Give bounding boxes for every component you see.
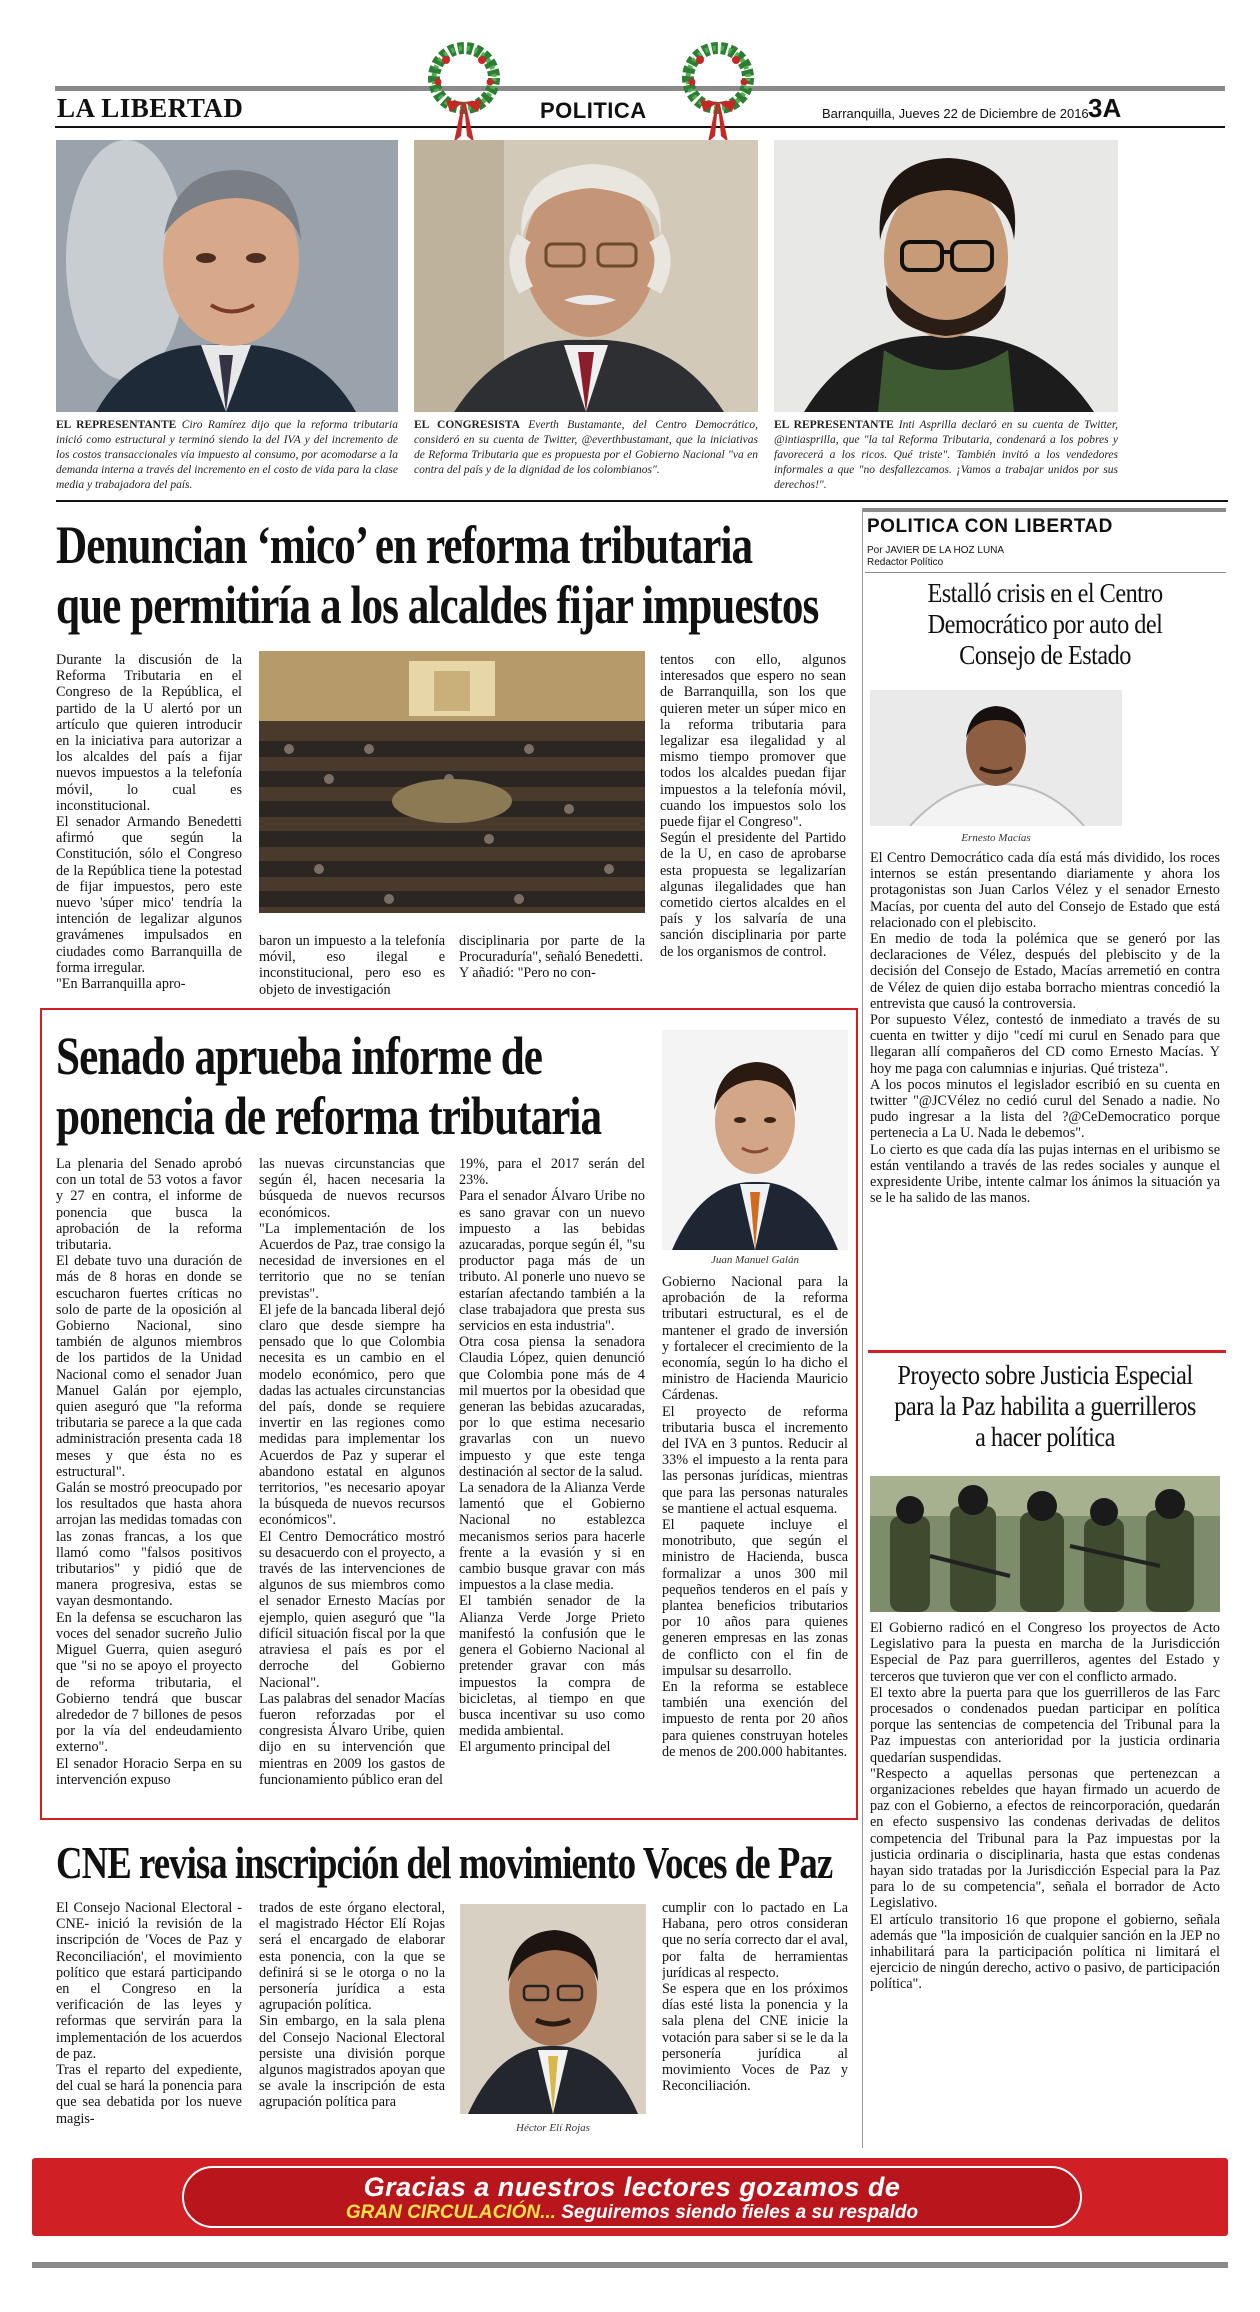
banner-line1: Gracias a nuestros lectores gozamos de xyxy=(363,2172,901,2202)
headline-senado-line2: ponencia de reforma tributaria xyxy=(56,1086,602,1146)
page-number: 3A xyxy=(1088,93,1122,123)
banner-pill xyxy=(182,2166,1082,2228)
caption-text: Everth Bustamante, del Centro Democrático, consideró en su cuenta de Twitter, @everthbustamant, que la iniciativas de Reforma Tributaria que es propuesta por el Gobierno Nacional "va en contra del país y de la dignidad de los colombianos". xyxy=(414,419,758,476)
article-cne-col1: El Consejo Nacional Electoral -CNE- inició la revisión de la inscripción de 'Voces de Paz y Reconciliación', el movimiento político que estará participando en el Congreso en la verificación de las leyes y reformas que servirán para la implementación de los acuerdos de paz. Tras el reparto del expediente, del cual se hará la ponencia para que sea debatida por los nueve magis- xyxy=(56,1900,242,2127)
photo-ciro-ramirez xyxy=(56,140,398,412)
sidebar-byline: Por JAVIER DE LA HOZ LUNA xyxy=(867,545,1005,556)
article-mico-col3: disciplinaria por parte de la Procuraduría", señaló Benedetti. Y añadió: "Pero no con- xyxy=(459,933,645,982)
photo-ernesto-macias xyxy=(870,690,1122,826)
circulation-banner xyxy=(32,2158,1228,2236)
article-cne-col3: cumplir con lo pactado en La Habana, pero otros consideran que no sería correcto dar el aval, por falta de herramientas jurídicas al respecto. Se espera que en los próximos días esté lista la ponencia y la sala plena del CNE inicie la votación para saber si se le da la personería jurídica al movimiento Voces de Paz y Reconciliación. xyxy=(662,1900,848,2095)
photo-credit-rojas: Héctor Elí Rojas xyxy=(516,2122,590,2134)
photo-guerrilla-fighters xyxy=(870,1476,1220,1612)
sidebar-top-rule xyxy=(862,508,1226,512)
sidebar-role: Redactor Político xyxy=(867,557,944,568)
section-name: POLITICA xyxy=(540,98,647,123)
headline-cne: CNE revisa inscripción del movimiento Voces de Paz xyxy=(56,1837,833,1888)
christmas-wreath-icon xyxy=(678,38,758,148)
sidebar-byline-rule xyxy=(865,572,1226,573)
article-senado-col1: La plenaria del Senado aprobó con un total de 53 votos a favor y 27 en contra, el informe de ponencia que busca la aprobación de la reforma tributaria. El debate tuvo una duración de más de 8 horas en donde se escucharon fuertes críticas no solo de parte de la oposición al Gobierno Nacional, sino también de algunos miembros de los partidos de la Unidad Nacional como el senador Juan Manuel Galán por ejemplo, quien aseguró que "la reforma tributaria se parece a la que cada administración presenta cada 18 meses y que ésta no es estructural". Galán se mostró preocupado por los resultados que hasta ahora arrojan las medidas tomadas con las zonas francas, a los que llamó como "falsos positivos tributarios" y pidió que de manera progresiva, estas se vayan desmontando. En la defensa se escucharon las voces del senador sucreño Julio Miguel Guerra, quien aseguró que "si no se apoyo el proyecto de reforma tributaria, el Gobierno tendrá que buscar alrededor de 7 billones de pesos por la vía del endeudamiento externo". El senador Horacio Serpa en su intervención expuso xyxy=(56,1156,242,1788)
header-bottom-rule xyxy=(55,126,1225,128)
caption-lead: EL REPRESENTANTE xyxy=(56,419,177,431)
headline-mico-line2: que permitiría a los alcaldes fijar impuestos xyxy=(56,575,819,635)
sidebar-story2-headline: Proyecto sobre Justicia Especial para la Paz habilita a guerrilleros a hacer política xyxy=(894,1360,1196,1452)
article-senado-col4: Gobierno Nacional para la aprobación de la reforma tributari estructural, es el de mantener el grado de inversión y fortalecer el crecimiento de la economía, según lo ha dicho el ministro de Hacienda Mauricio Cárdenas. El proyecto de reforma tributaria busca el incremento del IVA en 3 puntos. Reducir al 33% el impuesto a la renta para las personas jurídicas, mientras que para las personas naturales se mantiene el actual esquema. El paquete incluye el monotributo, que según el ministro de Hacienda, busca formalizar a unos 300 mil pequeños tenderos en el país y plantea beneficios tributarios por 10 años para quienes generen empresas en las zonas de conflicto con el fin de impulsar su desarrollo. En la reforma se establece también una exención del impuesto de renta por 20 años para quienes construyan hoteles de menos de 200.000 habitantes. xyxy=(662,1274,848,1760)
photo-juan-manuel-galan xyxy=(662,1030,848,1250)
christmas-wreath-icon xyxy=(424,38,504,148)
photo-congress-plenary xyxy=(259,651,645,913)
photo-credit-macias: Ernesto Macías xyxy=(961,832,1031,844)
photo-credit-galan: Juan Manuel Galán xyxy=(711,1254,799,1266)
banner-highlight: GRAN CIRCULACIÓN... xyxy=(345,2202,556,2223)
header-top-rule xyxy=(55,86,1225,91)
headline-mico-line1: Denuncian ‘mico’ en reforma tributaria xyxy=(56,515,753,575)
article-mico-col2: baron un impuesto a la telefonía móvil, eso ilegal e inconstitucional, pero eso es objeto de investigación xyxy=(259,933,445,997)
photo-hector-eli-rojas xyxy=(460,1904,646,2114)
photo-inti-asprilla xyxy=(774,140,1118,412)
sidebar-story-divider xyxy=(868,1350,1226,1353)
sidebar-left-rule xyxy=(862,508,863,2148)
dateline: Barranquilla, Jueves 22 de Diciembre de 2016 xyxy=(822,106,1089,121)
article-cne-col2: trados de este órgano electoral, el magistrado Héctor Elí Rojas será el encargado de elaborar esta ponencia, con la que se definirá si se le otorga o no la personería jurídica a esta agrupación política. Sin embargo, en la sala plena del Consejo Nacional Electoral persiste una división porque algunos magistrados apoyan que se avale la inscripción de esta agrupación política para xyxy=(259,1900,445,2111)
sidebar-story2-body: El Gobierno radicó en el Congreso los proyectos de Acto Legislativo para la puesta en marcha de la Jurisdicción Especial de Paz para guerrilleros, agentes del Estado y terceros que tuvieron que ver con el conflicto armado. El texto abre la puerta para que los guerrilleros de las Farc procesados o condenados puedan participar en política porque las sentencias de competencia del Tribunal para la Paz impuestas con anterioridad por la justicia ordinaria quedarían suspendidas. "Respecto a aquellas personas que pertenezcan a organizaciones rebeldes que hayan firmado un acuerdo de paz con el Gobierno, a efectos de reincorporación, quedarán en efecto suspensivo las condenas derivadas de delitos competencia del Tribunal para la Paz impuestas por la justicia ordinaria o disciplinaria, hasta que estas condenas hayan sido tratadas por la Jurisdicción Especial para la Paz para lo de su competencia", señala el borrador de Acto Legislativo. El artículo transitorio 16 que propone el gobierno, señala además que "la imposición de cualquier sanción en la JEP no inhabilitará para la participación política ni limitará el ejercicio de ningún derecho, activo o pasivo, de participación política". xyxy=(870,1620,1220,1993)
sidebar-story1-body: El Centro Democrático cada día está más dividido, los roces internos se están presentando diariamente y ahora los protagonistas son Juan Carlos Vélez y el senador Ernesto Macías, por cuenta del auto del Consejo de Estado que está relacionado con el plebiscito. En medio de toda la polémica que se generó por las declaraciones de Vélez, después del plebiscito y de la decisión del Consejo de Estado, Macías arremetió en contra de Vélez de quien dijo estaba borracho mientras concedió la entrevista que causó la controversia. Por supuesto Vélez, contestó de inmediato a través de su cuenta en twitter y dijo "cedí mi curul en Senado para que llegaran allí compañeros del CD como Ernesto Macías. Y hoy me paga con calumnias e injurias. Qué tristeza". A los pocos minutos el legislador escribió en su cuenta en twitter "@JCVélez no cedió curul del Senado a nadie. No pudo ingresar a la lista del ?@CeDemocratico porque pertenecia a La U. Nada le debemos". Lo cierto es que cada día las pujas internas en el uribismo se están ventilando a través de las redes sociales y aunque el expresidente Uribe, intente calmar los ánimos la situación ya se le ha salido de las manos. xyxy=(870,850,1220,1207)
banner-rest: Seguiremos siendo fieles a su respaldo xyxy=(555,2202,919,2223)
sidebar-story1-headline: Estalló crisis en el Centro Democrático por auto del Consejo de Estado xyxy=(927,578,1163,670)
article-senado-col3: 19%, para el 2017 serán del 23%. Para el senador Álvaro Uribe no es sano gravar con un nuevo impuesto a las bebidas azucaradas, porque según él, "su productor paga más de un tributo. Al ponerle uno nuevo se estarían afectando también a la clase trabajadora que presta sus servicios en esta industria". Otra cosa piensa la senadora Claudia López, quien denunció que Colombia pone más de 4 mil muertos por la obesidad que generan las bebidas azucaradas, por lo que estima necesario gravarlas con un nuevo impuesto y que este tenga destinación al sector de la salud. La senadora de la Alianza Verde lamentó que el Gobierno Nacional no establezca mecanismos serios para hacerle frente a la evasión y si en cambio busque gravar con más impuestos a la clase media. El también senador de la Alianza Verde Jorge Prieto manifestó la confusión que le genera el Gobierno Nacional al pretender gravar con más impuestos la compra de bicicletas, al tiempo en que busca incentivar su uso como medida ambiental. El argumento principal del xyxy=(459,1156,645,1756)
photo-everth-bustamante xyxy=(414,140,758,412)
footer-rule xyxy=(32,2262,1228,2268)
caption-text: Inti Asprilla declaró en su cuenta de Twitter, @intiasprilla, que "la tal Reforma Tributaria, condenará a los pobres y favorecerá a los ricos. Qué triste". También invitó a los vendedores informales a que "no desfallezcamos. ¡Vamos a trabajar unidos por sus derechos!". xyxy=(774,419,1118,491)
article-mico-col1: Durante la discusión de la Reforma Tributaria en el Congreso de la República, el partido de la U alertó por un artículo que quieren introducir en la iniciativa para autorizar a los alcaldes del país a fijar nuevos impuestos a la telefonía móvil, lo cual es inconstitucional. El senador Armando Benedetti afirmó que según la Constitución, sólo el Congreso de la República tiene la potestad de fijar impuestos, pero este nuevo 'súper mico' tendría la intención de legalizar algunos gravámenes impulsados en ciudades como Barranquilla de forma irregular. "En Barranquilla apro- xyxy=(56,652,242,993)
caption-lead: EL CONGRESISTA xyxy=(414,419,520,431)
caption-lead: EL REPRESENTANTE xyxy=(774,419,894,431)
sidebar-title: POLITICA CON LIBERTAD xyxy=(867,516,1113,537)
caption-inti-asprilla xyxy=(774,418,1118,493)
headline-senado-line1: Senado aprueba informe de xyxy=(56,1026,543,1086)
banner-line2 xyxy=(184,2202,1080,2224)
caption-text: Ciro Ramírez dijo que la reforma tributaria inició como estructural y terminó siendo la del IVA y del incremento de los costos transaccionales vía impuesto al consumo, por acomodarse a la demanda interna a través del incremento en el costo de vida para la clase media y trabajadora del país. xyxy=(56,419,398,491)
caption-everth-bustamante xyxy=(414,418,758,478)
article-senado-col2: las nuevas circunstancias que según él, hacen necesaria la búsqueda de nuevos recursos económicos. "La implementación de los Acuerdos de Paz, trae consigo la necesidad de inversiones en el territorio que no se tenían previstas". El jefe de la bancada liberal dejó claro que desde siempre ha pensado que lo que Colombia necesita es un cambio en el modelo económico, pero que dadas las actuales circunstancias del país, donde se requiere invertir en las regiones como medidas para implementar los Acuerdos de Paz y superar el abandono estatal en algunos territorios, "es necesario apoyar la búsqueda de nuevos recursos económicos". El Centro Democrático mostró su desacuerdo con el proyecto, a través de las intervenciones de algunos de sus miembros como el senador Ernesto Macías por ejemplo, quien aseguró que "la difícil situación fiscal por la que atraviesa el país es por el derroche del Gobierno Nacional". Las palabras del senador Macías fueron reforzadas por el congresista Álvaro Uribe, quien dijo en su intervención que mientras en 2009 los gastos de funcionamiento público eran del xyxy=(259,1156,445,1788)
article-mico-col4: tentos con ello, algunos interesados que espero no sean de Barranquilla, son los que quieren meter un súper mico en la reforma tributaria para legalizar esa ilegalidad y al mismo tiempo promover que todos los alcaldes puedan fijar impuestos a la telefonía móvil, cuando los impuestos solo los puede fijar el Congreso". Según el presidente del Partido de la U, en caso de aprobarse esta propuesta se legalizarían algunas ilegalidades que han cometido ciertos alcaldes en el país y los salvaría de una sanción disciplinaria por parte de los organismos de control. xyxy=(660,652,846,960)
caption-ciro-ramirez xyxy=(56,418,398,493)
top-photos-bottom-rule xyxy=(56,500,1228,502)
paper-name: LA LIBERTAD xyxy=(57,93,244,123)
